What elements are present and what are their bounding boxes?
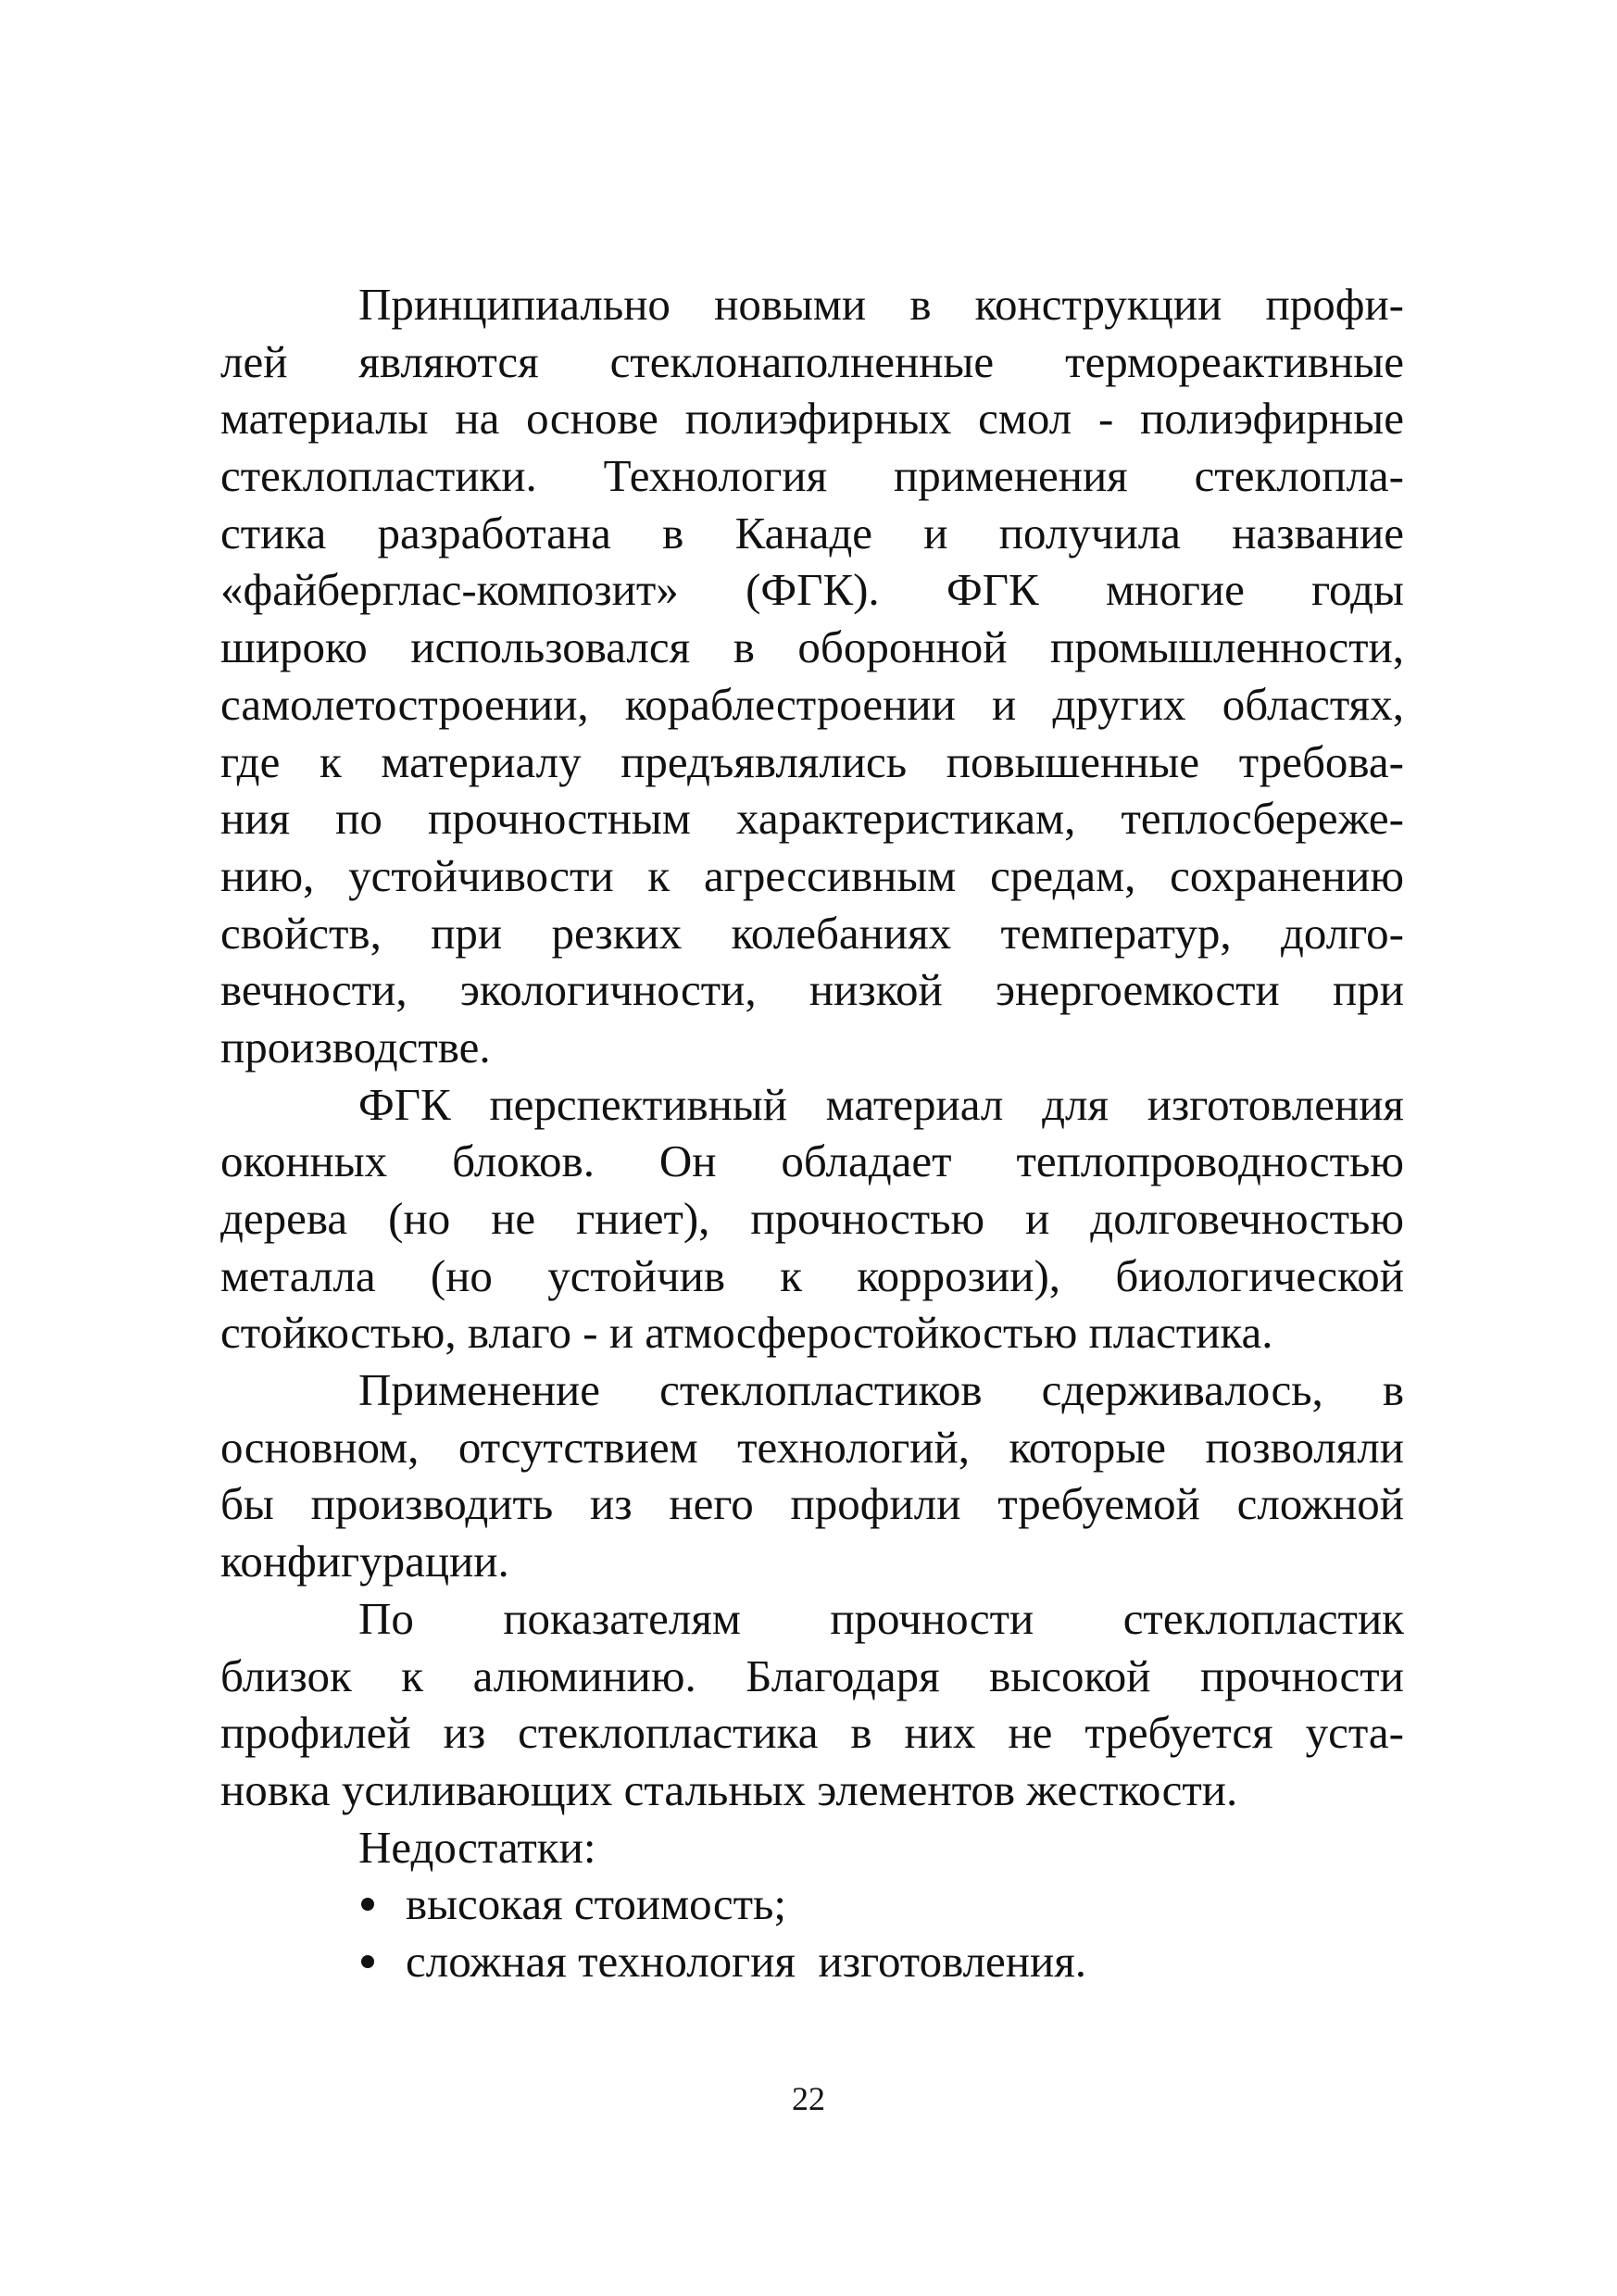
text-line: [220, 961, 1404, 1019]
text-line: [220, 1819, 1404, 1876]
word: в: [850, 1707, 872, 1759]
word: на: [455, 393, 500, 445]
word: из: [590, 1478, 633, 1530]
word: (но: [388, 1193, 451, 1244]
word: пластика.: [1088, 1307, 1273, 1359]
word: стеклопластиков: [659, 1364, 983, 1416]
bullet-icon: [361, 1898, 374, 1911]
text-line: [220, 1704, 1404, 1762]
word: к: [647, 849, 671, 901]
word: и: [1025, 1193, 1050, 1244]
word: прочности: [830, 1592, 1034, 1644]
word: (ФГК).: [746, 564, 880, 616]
text-line: [220, 1533, 1404, 1590]
word: высокой: [989, 1650, 1151, 1701]
word: прочностью: [750, 1193, 985, 1244]
word: стика: [220, 507, 327, 558]
word: них: [904, 1707, 976, 1759]
text-line: [220, 390, 1404, 447]
text-line: [220, 1248, 1404, 1305]
page-number: 22: [792, 2080, 825, 2117]
list-item: [220, 1933, 1404, 1990]
text-line: [220, 847, 1404, 905]
word: устойчивости: [348, 849, 614, 901]
word: Канаде: [734, 507, 872, 558]
word: резких: [551, 907, 683, 959]
word: годы: [1311, 564, 1404, 616]
word: температур,: [1000, 907, 1232, 959]
word: стеклопластика: [518, 1707, 819, 1759]
list-item-text: сложная технология изготовления.: [406, 1935, 1086, 1987]
word: «файберглас-композит»: [220, 564, 679, 616]
word: стеклопла-: [1194, 450, 1404, 502]
word: гниет),: [576, 1193, 710, 1244]
text-line: [220, 447, 1404, 505]
word: конфигурации.: [220, 1536, 509, 1587]
word: влаго: [467, 1307, 571, 1359]
word: технологий,: [737, 1421, 970, 1473]
word: название: [1232, 507, 1404, 558]
word: прочности: [1200, 1650, 1404, 1701]
word: обладает: [781, 1135, 952, 1187]
word: при: [431, 907, 503, 959]
word: конструкции: [974, 279, 1222, 330]
text-line: [220, 333, 1404, 391]
word: долговечностью: [1090, 1193, 1404, 1244]
word: средам,: [990, 849, 1136, 901]
word: термореактивные: [1065, 335, 1404, 387]
word: колебаниях: [731, 907, 952, 959]
word: материалы: [220, 393, 429, 445]
word: производстве.: [220, 1021, 491, 1073]
word: являются: [358, 335, 539, 387]
text-line: [220, 1648, 1404, 1705]
word: позволяли: [1205, 1421, 1404, 1473]
text-line: [220, 561, 1404, 619]
word: низкой: [808, 964, 943, 1016]
word: ФГК: [358, 1078, 451, 1130]
word: Применение: [358, 1364, 601, 1416]
text-line: [220, 1361, 1404, 1419]
word: материал: [825, 1078, 1004, 1130]
word: сдерживалось,: [1041, 1364, 1323, 1416]
word: широко: [220, 621, 368, 673]
word: теплосбереже-: [1121, 793, 1404, 845]
word: многие: [1106, 564, 1245, 616]
word: где: [220, 735, 281, 787]
word: отсутствием: [458, 1421, 698, 1473]
word: не: [491, 1193, 536, 1244]
word: основе: [526, 393, 658, 445]
word: стеклопластик: [1122, 1592, 1404, 1644]
word: новыми: [714, 279, 867, 330]
word: к: [780, 1249, 803, 1301]
word: стальных: [623, 1763, 807, 1815]
text-line: [220, 1475, 1404, 1533]
word: и: [992, 678, 1017, 730]
text-line: [220, 619, 1404, 676]
word: требова-: [1238, 735, 1404, 787]
word: него: [669, 1478, 754, 1530]
word: профилей: [220, 1707, 411, 1759]
word: биологической: [1115, 1249, 1404, 1301]
word: получила: [998, 507, 1181, 558]
word: повышенные: [946, 735, 1200, 787]
word: применения: [894, 450, 1128, 502]
word: дерева: [220, 1193, 348, 1244]
word: устойчив: [547, 1249, 725, 1301]
word: и: [608, 1307, 634, 1359]
text-line: [220, 1590, 1404, 1648]
word: полиэфирных: [684, 393, 952, 445]
word: предъявлялись: [620, 735, 908, 787]
list-item-text: высокая стоимость;: [406, 1878, 786, 1930]
list-item: [220, 1876, 1404, 1933]
word: использовался: [410, 621, 691, 673]
word: профили: [790, 1478, 961, 1530]
text-line: [220, 734, 1404, 791]
word: коррозии),: [857, 1249, 1061, 1301]
word: в: [1382, 1364, 1404, 1416]
word: атмосферостойкостью: [645, 1307, 1078, 1359]
bullet-icon: [361, 1955, 374, 1968]
word: кораблестроении: [624, 678, 956, 730]
word: Благодаря: [746, 1650, 940, 1701]
word: ФГК: [946, 564, 1039, 616]
text-line: [220, 790, 1404, 847]
word: производить: [310, 1478, 554, 1530]
word: в: [909, 279, 932, 330]
word: характеристикам,: [736, 793, 1076, 845]
word: ния: [220, 793, 290, 845]
word: не: [1008, 1707, 1053, 1759]
word: блоков.: [452, 1135, 595, 1187]
word: областях,: [1222, 678, 1404, 730]
text-line: [220, 1304, 1404, 1361]
word: профи-: [1265, 279, 1404, 330]
text-line: [220, 1190, 1404, 1248]
word: по: [335, 793, 382, 845]
word: экологичности,: [459, 964, 757, 1016]
word: промышленности,: [1050, 621, 1404, 673]
word: -: [1097, 393, 1114, 445]
word: агрессивным: [703, 849, 957, 901]
word: теплопроводностью: [1016, 1135, 1404, 1187]
word: к: [319, 735, 342, 787]
word: самолетостроении,: [220, 678, 589, 730]
word: требуемой: [997, 1478, 1200, 1530]
word: для: [1042, 1078, 1109, 1130]
word: лей: [220, 335, 288, 387]
word: энергоемкости: [996, 964, 1280, 1016]
word: в: [662, 507, 684, 558]
word: разработана: [377, 507, 611, 558]
text-line: [220, 1419, 1404, 1476]
word: перспективный: [489, 1078, 787, 1130]
word: прочностным: [428, 793, 691, 845]
word: нию,: [220, 849, 315, 901]
word: и: [923, 507, 948, 558]
word: других: [1052, 678, 1186, 730]
word: алюминию.: [472, 1650, 696, 1701]
word: оконных: [220, 1135, 388, 1187]
text-line: [220, 276, 1404, 333]
word: Он: [658, 1135, 717, 1187]
word: смол: [978, 393, 1072, 445]
word: стойкостью,: [220, 1307, 457, 1359]
word: Принципиально: [358, 279, 671, 330]
word: при: [1333, 964, 1404, 1016]
word: новка: [220, 1763, 331, 1815]
word: изготовления: [1147, 1078, 1404, 1130]
word: показателям: [503, 1592, 741, 1644]
word: бы: [220, 1478, 274, 1530]
word: близок: [220, 1650, 352, 1701]
word: уста-: [1305, 1707, 1404, 1759]
word: По: [358, 1592, 414, 1644]
word: основном,: [220, 1421, 420, 1473]
document-body: [220, 276, 1404, 1990]
word: из: [443, 1707, 486, 1759]
word: материалу: [381, 735, 582, 787]
word: Недостатки:: [358, 1821, 596, 1873]
text-line: [220, 1762, 1404, 1819]
word: свойств,: [220, 907, 382, 959]
text-line: [220, 905, 1404, 962]
word: -: [583, 1307, 598, 1359]
word: оборонной: [797, 621, 1008, 673]
word: в: [733, 621, 755, 673]
word: (но: [430, 1249, 493, 1301]
text-line: [220, 676, 1404, 734]
text-line: [220, 505, 1404, 562]
word: сложной: [1236, 1478, 1404, 1530]
text-line: [220, 1019, 1404, 1076]
word: требуется: [1084, 1707, 1273, 1759]
word: вечности,: [220, 964, 407, 1016]
word: стеклонаполненные: [609, 335, 995, 387]
word: Технология: [603, 450, 828, 502]
word: стеклопластики.: [220, 450, 537, 502]
word: которые: [1009, 1421, 1167, 1473]
word: сохранению: [1170, 849, 1404, 901]
text-line: [220, 1076, 1404, 1134]
word: жесткости.: [1026, 1763, 1238, 1815]
word: элементов: [817, 1763, 1015, 1815]
word: к: [401, 1650, 424, 1701]
word: усиливающих: [341, 1763, 613, 1815]
word: полиэфирные: [1140, 393, 1404, 445]
text-line: [220, 1133, 1404, 1190]
word: металла: [220, 1249, 376, 1301]
word: долго-: [1281, 907, 1404, 959]
